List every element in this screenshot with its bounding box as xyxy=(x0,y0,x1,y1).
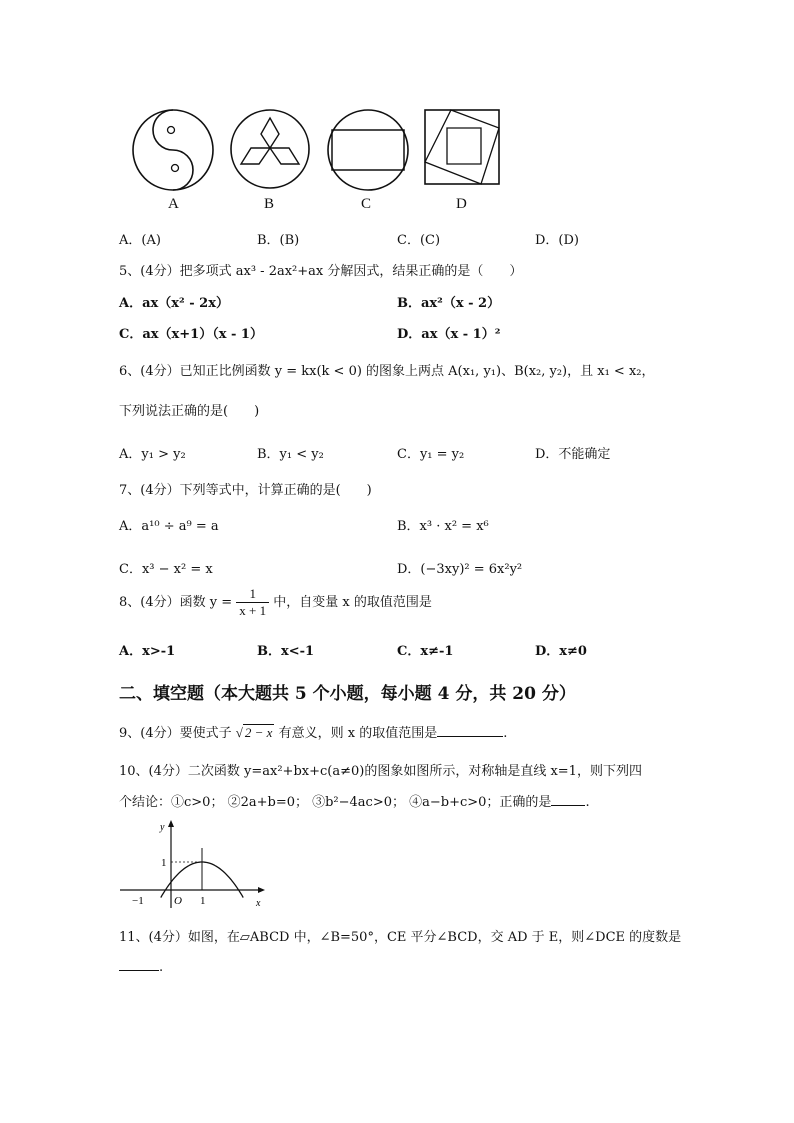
q10-y-axis-arrow xyxy=(168,820,174,827)
q10-x-axis-label: x xyxy=(256,898,261,909)
q7-option-a: A．a¹⁰ ÷ a⁹ = a xyxy=(119,519,219,534)
q10-parabola-graph xyxy=(120,818,270,910)
q8-option-c: C．x≠-1 xyxy=(397,644,454,659)
q6-stem: 6、(4分）已知正比例函数 y = kx(k < 0) 的图象上两点 A(x₁, y₁)、B(x₂, y₂)，且 x₁ < x₂， xyxy=(119,364,655,379)
q10-y-axis-label: y xyxy=(160,822,165,833)
figure-label-a: A xyxy=(168,196,179,212)
q9-radicand: 2 − x xyxy=(244,725,273,740)
figure-c-rectangle-in-circle xyxy=(326,108,410,192)
q7-stem: 7、(4分）下列等式中，计算正确的是( ) xyxy=(119,483,372,498)
q7-option-d: D．(−3xy)² = 6x²y² xyxy=(397,562,523,577)
q10-x-axis-arrow xyxy=(258,887,265,893)
figure-label-c: C xyxy=(361,196,372,212)
q5-option-c: C．ax（x+1）（x - 1） xyxy=(119,327,263,342)
q10-tick-one: 1 xyxy=(200,895,206,907)
q9-stem-suffix: 有意义，则 x 的取值范围是 xyxy=(278,726,438,741)
q10-stem-end: . xyxy=(585,795,590,810)
q9-square-root: √ 2 − x xyxy=(235,725,273,740)
figure-a-yin-yang xyxy=(131,108,215,192)
q9-answer-blank[interactable] xyxy=(437,724,503,737)
q8-fraction-denominator: x + 1 xyxy=(239,603,267,618)
q11-stem-end: . xyxy=(159,960,164,975)
figure-label-d: D xyxy=(456,196,467,212)
section-2-heading: 二、填空题（本大题共 5 个小题，每小题 4 分，共 20 分） xyxy=(119,684,576,704)
q10-y-tick-one: 1 xyxy=(161,857,167,869)
q6-option-b: B．y₁ < y₂ xyxy=(257,447,324,462)
figure-label-b: B xyxy=(264,196,275,212)
q6-option-c: C．y₁ = y₂ xyxy=(397,447,465,462)
q8-fraction-numerator: 1 xyxy=(236,586,269,603)
q10-stem-line2 xyxy=(119,791,590,810)
q8-stem xyxy=(119,586,432,619)
q10-tick-minus-one: −1 xyxy=(132,895,144,907)
q4-option-b: B．(B) xyxy=(257,233,300,248)
q8-stem-prefix: 8、(4分）函数 y = xyxy=(119,595,233,610)
q9-stem-end: . xyxy=(503,726,508,741)
q8-option-d: D．x≠0 xyxy=(535,644,587,659)
q6-option-a: A．y₁ > y₂ xyxy=(119,447,186,462)
q9-stem-prefix: 9、(4分）要使式子 xyxy=(119,726,232,741)
q7-option-c: C．x³ − x² = x xyxy=(119,562,213,577)
q4-option-c: C．(C) xyxy=(397,233,441,248)
q5-option-a: A．ax（x² - 2x） xyxy=(119,296,229,311)
q5-option-d: D．ax（x - 1）² xyxy=(397,327,501,342)
q4-option-d: D．(D) xyxy=(535,233,579,248)
q8-fraction xyxy=(236,586,269,619)
q11-stem: 11、(4分）如图，在▱ABCD 中，∠B=50°，CE 平分∠BCD，交 AD 于 E，则∠DCE 的度数是 xyxy=(119,930,682,945)
q11-answer-blank[interactable] xyxy=(119,958,159,971)
q10-answer-blank[interactable] xyxy=(551,793,585,806)
q7-option-b: B．x³ · x² = x⁶ xyxy=(397,519,489,534)
q5-option-b: B．ax²（x - 2） xyxy=(397,296,501,311)
q11-answer-line xyxy=(119,958,163,975)
q8-option-b: B．x<-1 xyxy=(257,644,315,659)
q9-stem xyxy=(119,722,507,741)
q10-stem-line1: 10、(4分）二次函数 y=ax²+bx+c(a≠0)的图象如图所示，对称轴是直线 x=1，则下列四 xyxy=(119,764,642,779)
q8-option-a: A．x>-1 xyxy=(119,644,176,659)
q5-stem: 5、(4分）把多项式 ax³ - 2ax²+ax 分解因式，结果正确的是（ ） xyxy=(119,264,523,279)
q6-option-d: D．不能确定 xyxy=(535,447,611,462)
q4-option-a: A．(A) xyxy=(119,233,161,248)
q6-stem-continued: 下列说法正确的是( ) xyxy=(119,404,260,419)
q10-conclusions: 个结论：①c>0； ②2a+b=0； ③b²−4ac>0； ④a−b+c>0；正确的是 xyxy=(119,795,552,810)
figure-d-nested-squares xyxy=(423,108,501,186)
q10-tick-origin: O xyxy=(174,895,182,907)
figure-b-three-diamonds xyxy=(229,108,311,190)
q8-stem-suffix: 中，自变量 x 的取值范围是 xyxy=(273,595,432,610)
